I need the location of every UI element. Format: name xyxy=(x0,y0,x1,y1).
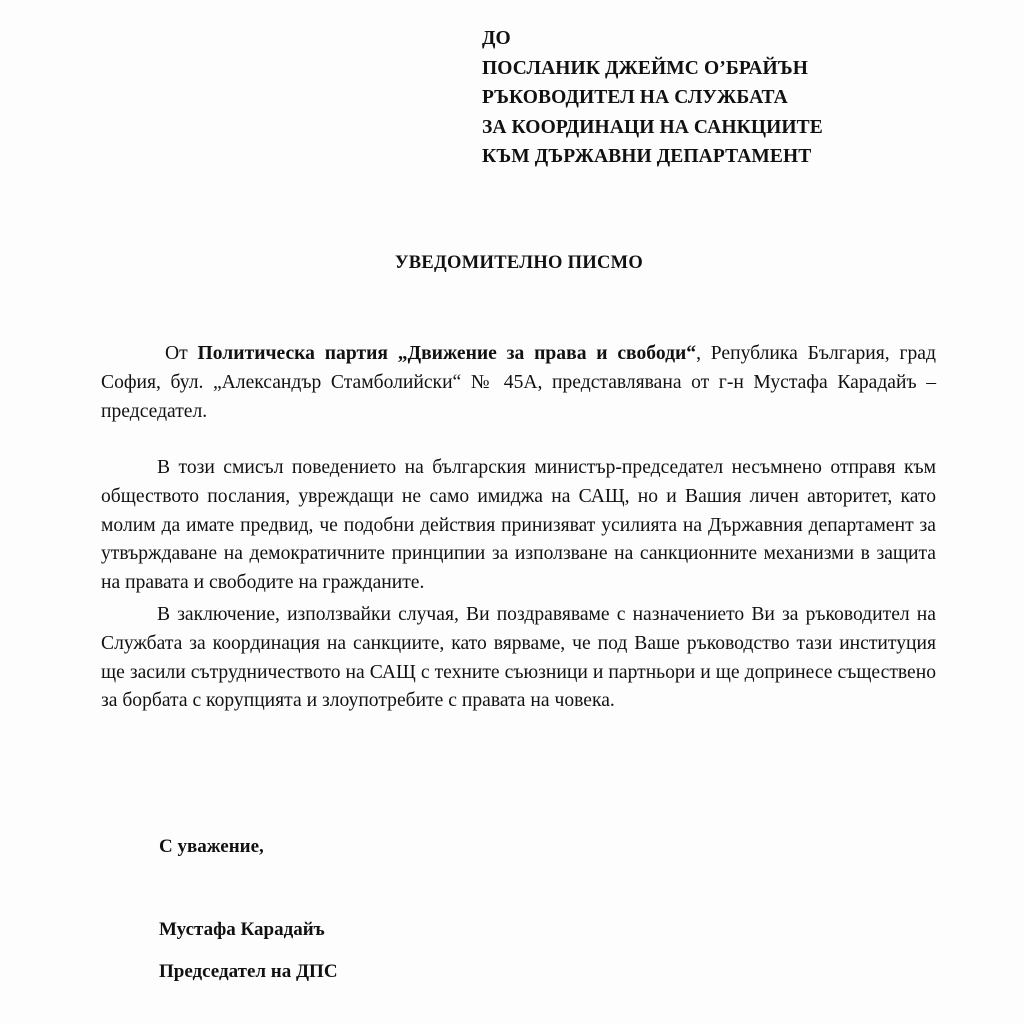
recipient-line-department: КЪМ ДЪРЖАВНИ ДЕПАРТАМЕНТ xyxy=(482,146,812,167)
sender-prefix: От xyxy=(165,343,198,364)
body-paragraph-1: В този смисъл поведението на българския министър-председател несъмнено отправя към обществото послания, увреждащи не само имиджа на САЩ, но и Вашия личен авторитет, като молим да имате предвид, че подобни действия принизяват усилията на Държавния департамент за утвърждаване на демократичните принципии за използване на санкционните механизми в защита на правата и свободите на гражданите. xyxy=(101,457,936,594)
recipient-line-to: ДО xyxy=(482,28,511,49)
sender-paragraph xyxy=(101,340,936,426)
recipient-line-office: ЗА КООРДИНАЦИ НА САНКЦИИТЕ xyxy=(482,116,823,138)
recipient-block xyxy=(482,24,1002,172)
signer-name: Мустафа Карадайъ xyxy=(159,919,325,940)
recipient-line-name: ПОСЛАНИК ДЖЕЙМС О’БРАЙЪН xyxy=(482,57,809,79)
document-title: УВЕДОМИТЕЛНО ПИСМО xyxy=(394,253,644,273)
signer-title: Председател на ДПС xyxy=(159,961,338,982)
sender-party-name: Политическа партия „Движение за права и свободи“ xyxy=(197,343,697,364)
recipient-line-role: РЪКОВОДИТЕЛ НА СЛУЖБАТА xyxy=(482,87,788,108)
closing-regards: С уважение, xyxy=(159,836,264,857)
sender-details: , Република България, град София, бул. „Александър Стамболийски“ № 45А, представлявана от г-н Мустафа Карадайъ – председател. xyxy=(101,343,936,422)
body-paragraph-2: В заключение, използвайки случая, Ви поздравяваме с назначението Ви за ръководител на Службата за координация на санкциите, като вярваме, че под Ваше ръководство тази институция ще засили сътрудничеството на САЩ с техните съюзници и партньори и ще допринесе съществено за борбата с корупцията и злоупотребите с правата на човека. xyxy=(101,604,936,712)
